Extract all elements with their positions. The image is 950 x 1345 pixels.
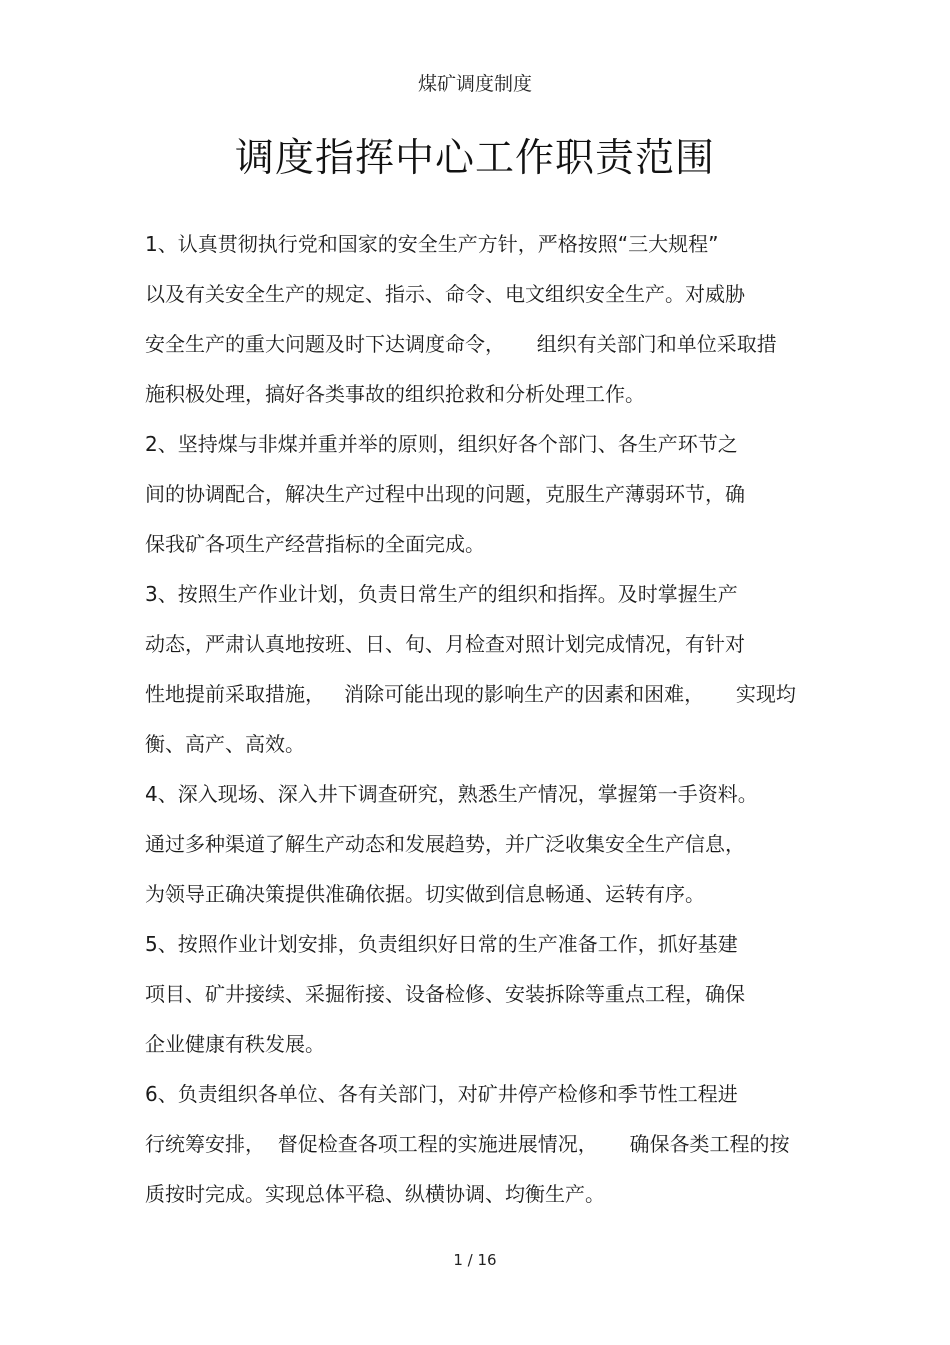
paragraph-line: 1、认真贯彻执行党和国家的安全生产方针，严格按照“三大规程” (145, 232, 719, 256)
page-number: 1 / 16 (453, 1251, 497, 1269)
paragraph-line: 4、深入现场、深入井下调查研究，熟悉生产情况，掌握第一手资料。 (145, 782, 758, 806)
document-title: 调度指挥中心工作职责范围 (234, 136, 715, 181)
paragraph-line: 保我矿各项生产经营指标的全面完成。 (145, 532, 485, 556)
paragraph-line: 衡、高产、高效。 (145, 732, 305, 756)
paragraph-line: 安全生产的重大问题及时下达调度命令， 组织有关部门和单位采取措 (145, 332, 777, 356)
paragraph-line: 5、按照作业计划安排，负责组织好日常的生产准备工作，抓好基建 (145, 932, 738, 956)
paragraph-line: 3、按照生产作业计划，负责日常生产的组织和指挥。及时掌握生产 (145, 582, 738, 606)
page-header: 煤矿调度制度 (417, 73, 532, 95)
paragraph-line: 通过多种渠道了解生产动态和发展趋势，并广泛收集安全生产信息， (145, 832, 745, 856)
paragraph-line: 企业健康有秩发展。 (145, 1032, 325, 1056)
paragraph-line: 动态，严肃认真地按班、日、旬、月检查对照计划完成情况，有针对 (145, 632, 745, 656)
paragraph-line: 2、坚持煤与非煤并重并举的原则，组织好各个部门、各生产环节之 (145, 432, 738, 456)
paragraph-line: 6、负责组织各单位、各有关部门，对矿井停产检修和季节性工程进 (145, 1082, 738, 1106)
paragraph-line: 行统筹安排， 督促检查各项工程的实施进展情况， 确保各类工程的按 (145, 1132, 790, 1156)
body-text (145, 227, 815, 1227)
paragraph-line: 项目、矿井接续、采掘衔接、设备检修、安装拆除等重点工程，确保 (145, 982, 745, 1006)
paragraph-line: 施积极处理，搞好各类事故的组织抢救和分析处理工作。 (145, 382, 645, 406)
paragraph-line: 以及有关安全生产的规定、指示、命令、电文组织安全生产。对威胁 (145, 282, 745, 306)
paragraph-line: 间的协调配合，解决生产过程中出现的问题，克服生产薄弱环节，确 (145, 482, 745, 506)
paragraph-line: 为领导正确决策提供准确依据。切实做到信息畅通、运转有序。 (145, 882, 705, 906)
paragraph-line: 性地提前采取措施， 消除可能出现的影响生产的因素和困难， 实现均 (145, 682, 796, 706)
paragraph-line: 质按时完成。实现总体平稳、纵横协调、均衡生产。 (145, 1182, 605, 1206)
